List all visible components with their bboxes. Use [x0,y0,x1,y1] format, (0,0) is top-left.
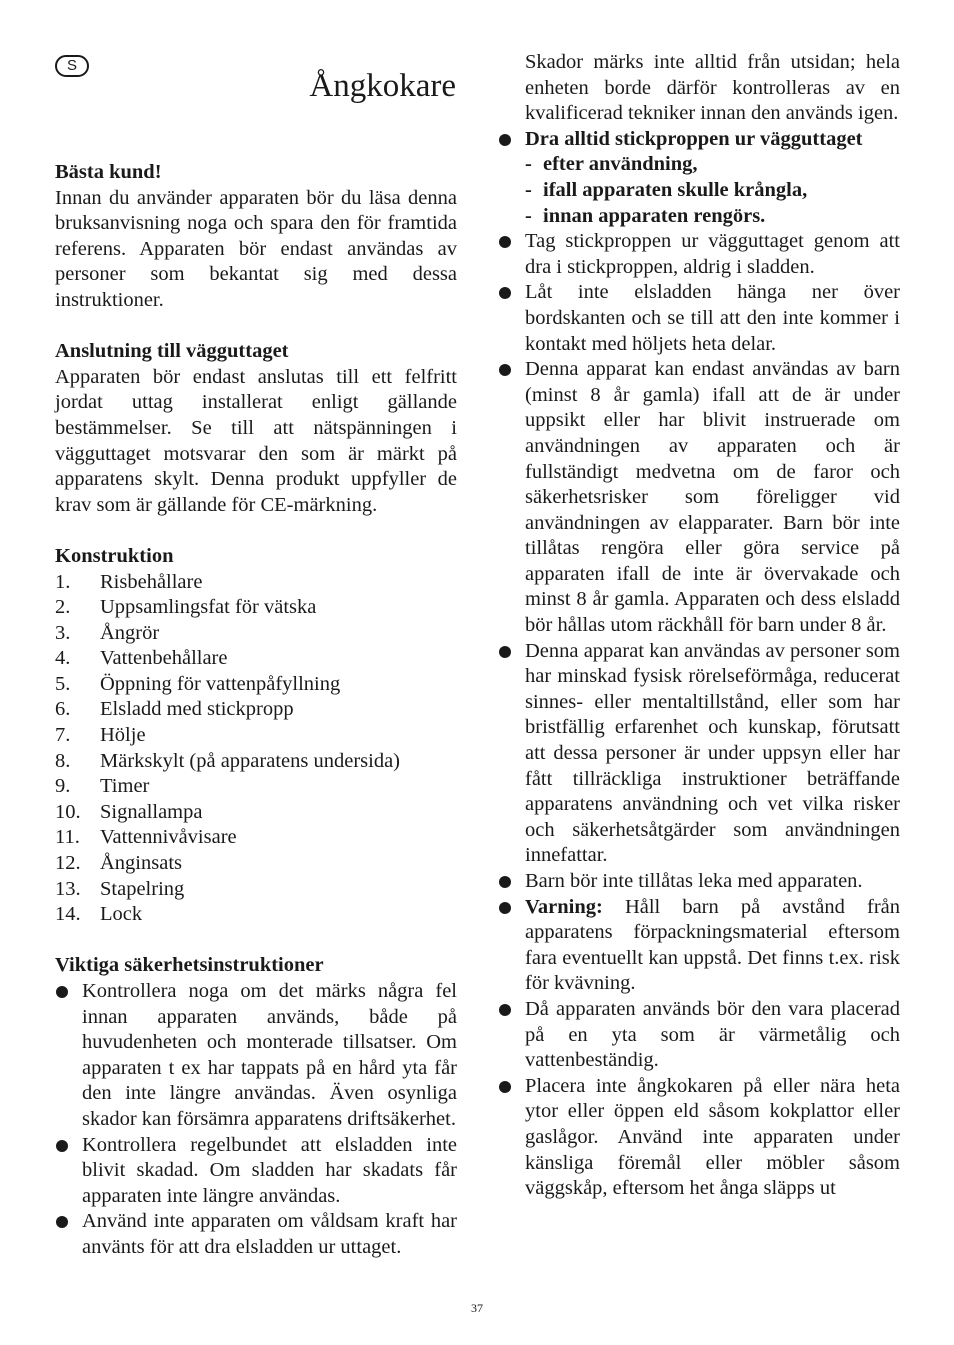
item-label: Uppsamlingsfat för vätska [100,596,317,619]
safety-list-left [55,979,457,1261]
item-number: 5. [55,672,71,695]
item-number: 13. [55,877,81,900]
construction-heading: Konstruktion [55,544,174,567]
bullet-text: Kontrollera noga om det märks några fel innan apparaten används, både på huvudenheten och monterade tillsatser. Om apparaten t ex har tappats på en hård yta får den inte längre användas. Även osynliga skador kan försämra apparatens driftsäkerhet. [82,980,457,1130]
list-item [498,895,900,997]
bullet-icon [499,1081,511,1093]
sub-item-text: ifall apparaten skulle krångla, [543,178,808,201]
bullet-text: Låt inte elsladden hänga ner över bordskanten och se till att den inte kommer i kontakt med höljets heta delar. [525,281,900,355]
list-item [55,774,457,800]
list-item [55,595,457,621]
item-number: 9. [55,775,71,798]
intro-heading: Bästa kund! [55,161,162,183]
list-item [55,800,457,826]
item-label: Lock [100,903,143,926]
list-item [55,646,457,672]
item-label: Hölje [100,724,146,747]
item-label: Märkskylt (på apparatens undersida) [100,749,400,772]
page-title: Ångkokare [309,68,456,105]
item-number: 1. [55,570,71,593]
list-item [55,902,457,928]
item-label: Vattennivåvisare [100,826,237,849]
list-item [55,723,457,749]
list-item [55,749,457,775]
right-column [498,50,900,1202]
list-item [55,1133,457,1210]
safety-heading: Viktiga säkerhetsinstruktioner [55,954,324,977]
bullet-icon [499,236,511,248]
item-label: Elsladd med stickpropp [100,698,294,721]
unplug-sublist [525,152,900,229]
item-label: Stapelring [100,877,185,900]
page-number: 37 [471,1301,483,1315]
item-label: Timer [100,775,150,798]
list-item [498,1074,900,1202]
sub-item: - ifall apparaten skulle krångla, [525,178,808,201]
list-item [498,127,900,229]
list-item [498,280,900,357]
bullet-icon [499,876,511,888]
unplug-heading: Dra alltid stickproppen ur vägguttaget [525,127,863,150]
list-item [498,997,900,1074]
bullet-icon [56,1216,68,1228]
item-label: Risbehållare [100,570,203,593]
bullet-text: Tag stickproppen ur vägguttaget genom att dra i stickproppen, aldrig i sladden. [525,230,900,278]
bullet-icon [56,986,68,998]
item-number: 2. [55,596,71,619]
item-label: Signallampa [100,800,203,823]
list-item [498,869,900,895]
sub-item: - innan apparaten rengörs. [525,204,766,227]
item-number: 14. [55,903,81,926]
safety-list-right [498,127,900,1202]
connection-text: Apparaten bör endast anslutas till ett felfritt jordat uttag installerat enligt gällande bestämmelser. Se till att nätspänningen i vägguttaget motsvarar den som är märkt på apparatens skylt. Denna produkt uppfyller de krav som är gällande för CE-märkning. [55,365,457,516]
sub-item: - efter användning, [525,153,698,176]
item-label: Vattenbehållare [100,647,228,670]
bullet-text: Denna apparat kan användas av personer som har minskad fysisk rörelseförmåga, reducerat sinnes- eller mentaltillstånd, eller som har bristfällig erfarenhet och kunskap, förutsatt att dessa personer är under uppsyn eller har fått tillräckliga instruktioner beträffande apparatens användning och vet vilka risker och säkerhetsåtgärder som användningen innefattar. [525,639,900,867]
language-badge: S [55,55,89,77]
item-number: 8. [55,749,71,772]
warning-text: Håll barn på avstånd från apparatens förpackningsmaterial eftersom fara eventuellt kan uppstå. Det finns t.ex. risk för kvävning. [525,895,900,995]
list-item [55,697,457,723]
list-item [55,979,457,1133]
item-number: 12. [55,852,81,875]
item-label: Ånginsats [100,852,182,875]
list-item [498,357,900,639]
list-item [55,851,457,877]
list-item [55,877,457,903]
warning-label: Varning: [525,895,603,918]
left-column [55,160,457,1261]
connection-heading: Anslutning till vägguttaget [55,340,289,363]
bullet-icon [499,287,511,299]
item-label: Ångrör [100,621,160,644]
bullet-text: Placera inte ångkokaren på eller nära heta ytor eller öppen eld såsom kokplattor eller gaslågor. Använd inte apparaten under känsliga föremål eller möbler såsom väggskåp, eftersom het ånga släpps ut [525,1074,900,1200]
bullet-text: Då apparaten används bör den vara placerad på en yta som är värmetålig och vattenbeständig. [525,997,900,1072]
bullet-icon [499,134,511,146]
bullet-text: Barn bör inte tillåtas leka med apparaten. [525,870,863,892]
sub-item-text: efter användning, [543,153,698,176]
bullet-icon [499,902,511,914]
continuation-text: Skador märks inte alltid från utsidan; hela enheten borde därför kontrolleras av en kvalificerad tekniker innan den används igen. [525,51,900,125]
list-item [55,570,457,596]
bullet-text: Använd inte apparaten om våldsam kraft har använts för att dra elsladden ur uttaget. [82,1210,457,1258]
list-item [55,672,457,698]
construction-list [55,570,457,928]
item-number: 11. [55,826,80,849]
list-item [498,639,900,869]
bullet-text: Denna apparat kan endast användas av barn (minst 8 år gamla) ifall att de är under uppsikt eller har blivit instruerade om användningen av apparaten och är fullständigt medvetna om de faror och säkerhetsrisker som föreligger vid användningen av elapparater. Barn bör inte tillåtas rengöra eller göra service på apparaten ifall de inte är övervakade och minst 8 år gamla. Apparaten och dess elsladd bör hållas utom räckhåll för barn under 8 år. [525,358,900,637]
item-number: 10. [55,800,81,823]
bullet-icon [499,646,511,658]
item-number: 3. [55,621,71,644]
bullet-icon [499,364,511,376]
intro-text: Innan du använder apparaten bör du läsa denna bruksanvisning noga och spara den för framtida referens. Apparaten bör endast användas av personer som bekantat sig med dessa instruktioner. [55,186,457,311]
sub-item-text: innan apparaten rengörs. [543,204,766,227]
list-item [55,825,457,851]
item-label: Öppning för vattenpåfyllning [100,672,341,695]
list-item [498,229,900,280]
bullet-icon [499,1004,511,1016]
list-item [55,621,457,647]
bullet-icon [56,1140,68,1152]
item-number: 4. [55,647,71,670]
list-item [55,1209,457,1260]
item-number: 6. [55,698,71,721]
item-number: 7. [55,724,71,747]
bullet-text: Kontrollera regelbundet att elsladden inte blivit skadad. Om sladden har skadats får apparaten inte längre användas. [82,1133,457,1207]
